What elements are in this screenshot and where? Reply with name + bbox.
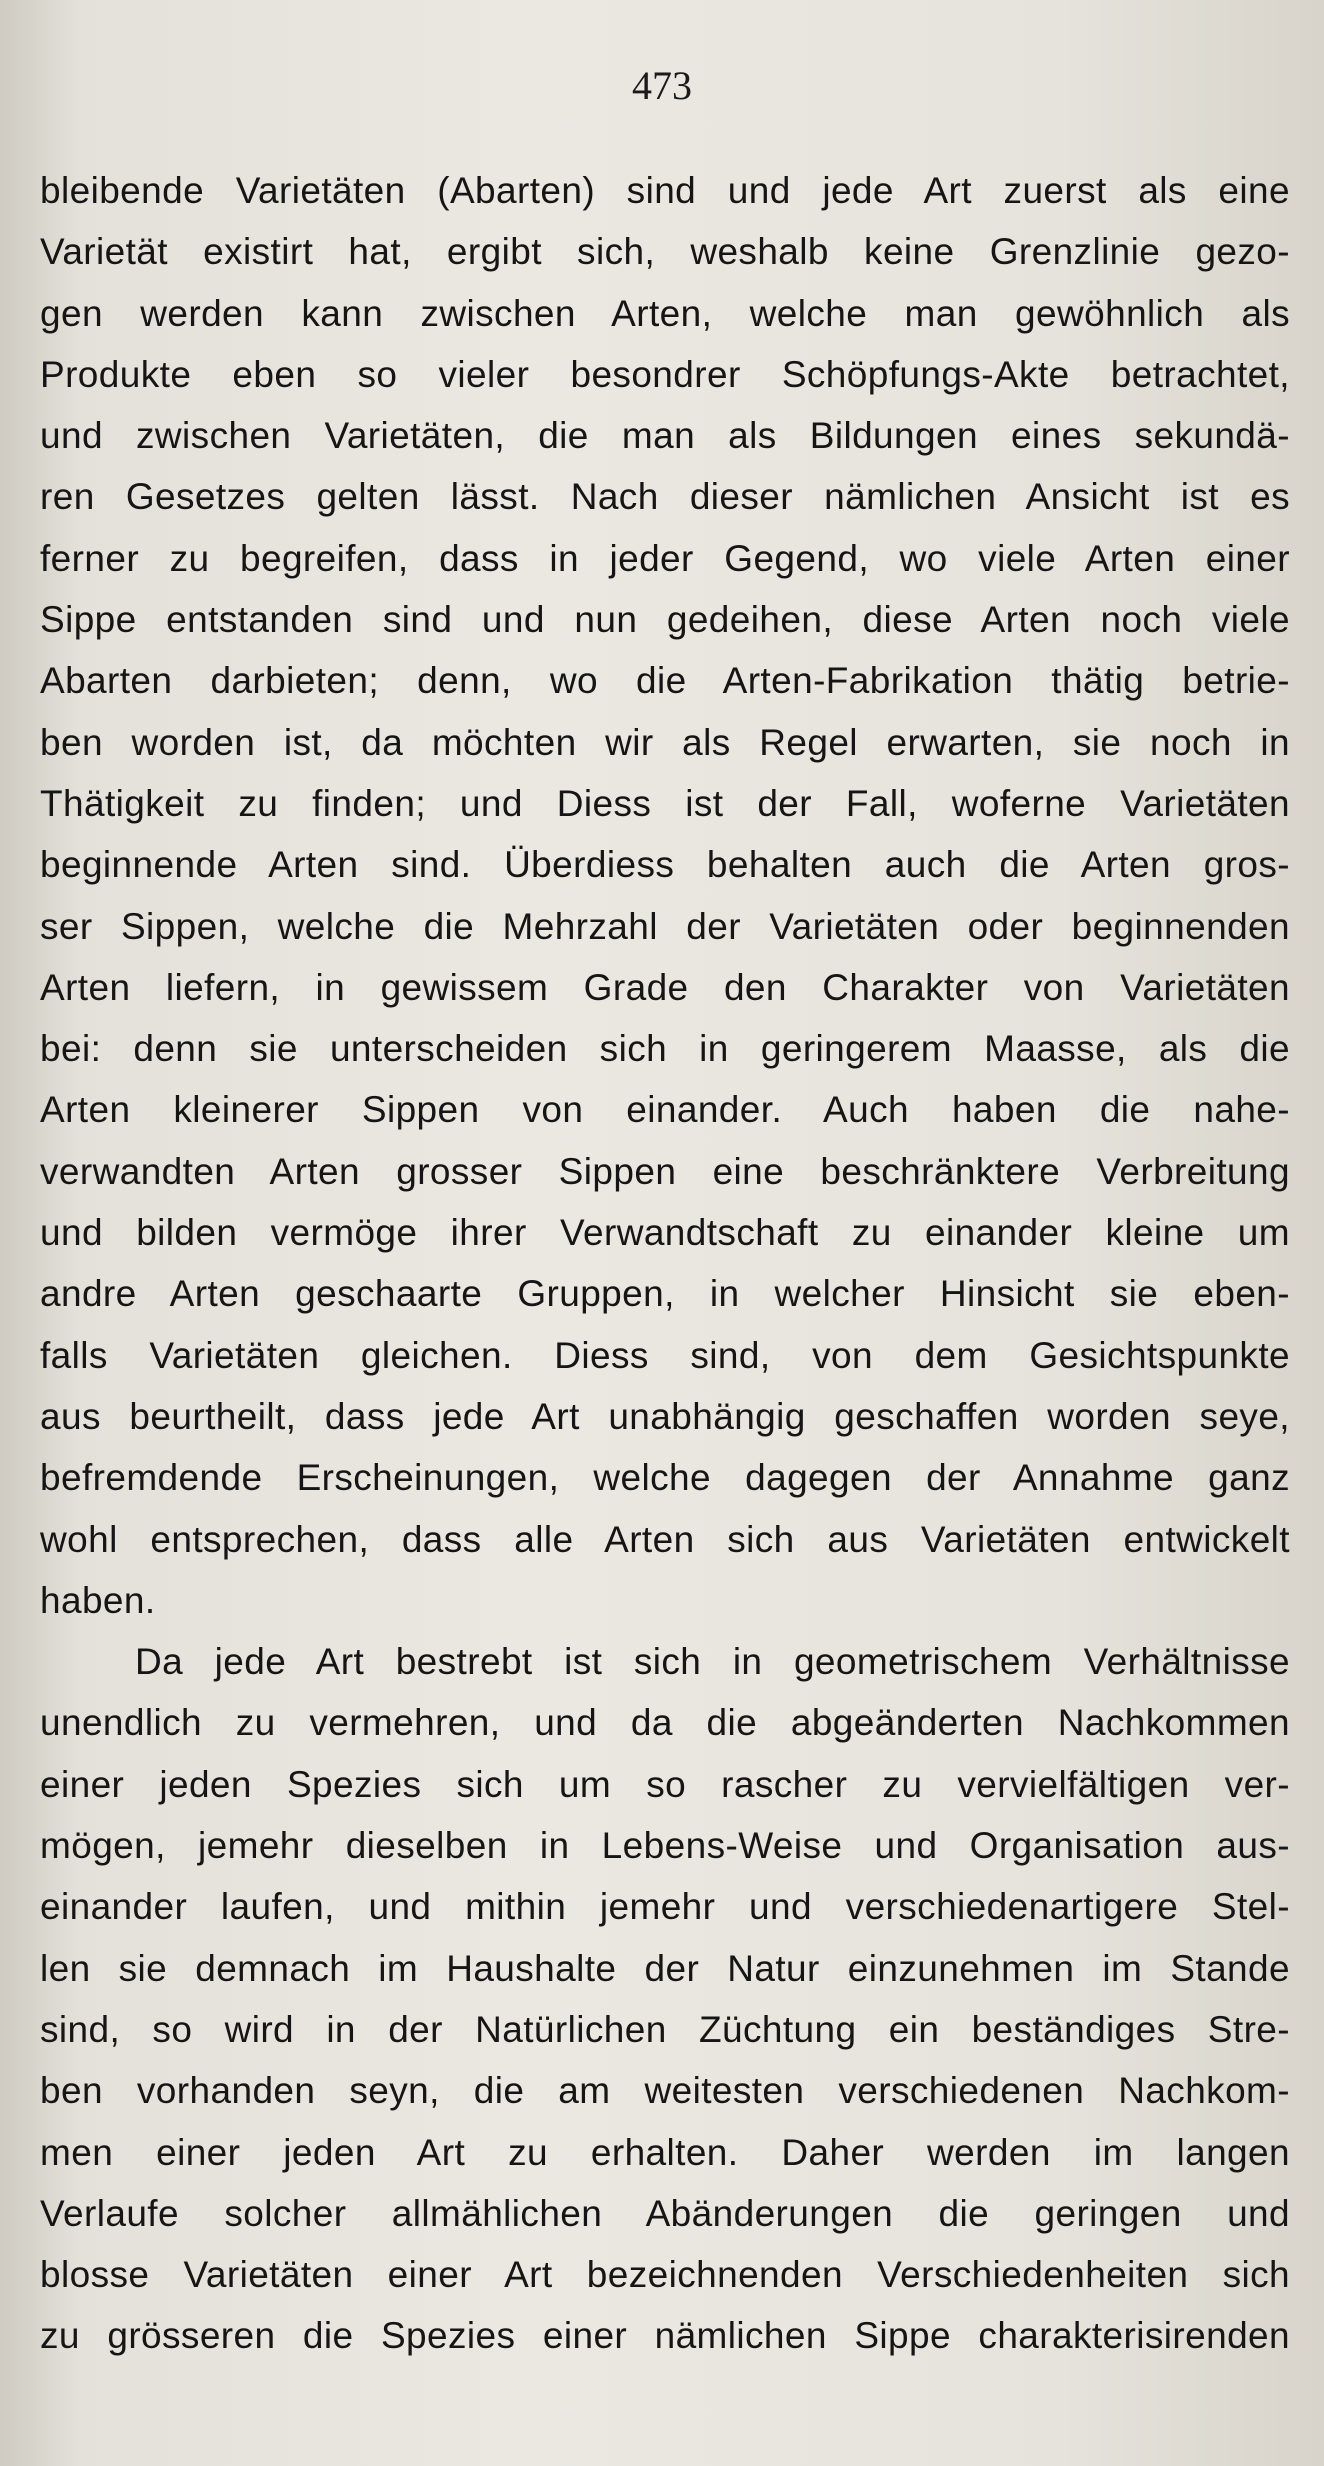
text-line: ben vorhanden seyn, die am weitesten verschiedenen Nachkom- xyxy=(40,2070,1290,2112)
text-line: Da jede Art bestrebt ist sich in geometrischem Verhältnisse xyxy=(135,1641,1290,1683)
paragraph-2 xyxy=(40,1631,1290,2367)
text-line: verwandten Arten grosser Sippen eine beschränktere Verbreitung xyxy=(40,1150,1290,1192)
text-line: unendlich zu vermehren, und da die abgeänderten Nachkommen xyxy=(40,1702,1290,1744)
text-line: und zwischen Varietäten, die man als Bildungen eines sekundä- xyxy=(40,415,1290,457)
text-line: befremdende Erscheinungen, welche dagegen der Annahme ganz xyxy=(40,1457,1290,1499)
text-line: und bilden vermöge ihrer Verwandtschaft zu einander kleine um xyxy=(40,1212,1290,1254)
text-line: Produkte eben so vieler besondrer Schöpfungs-Akte betrachtet, xyxy=(40,353,1290,395)
text-line: andre Arten geschaarte Gruppen, in welcher Hinsicht sie eben- xyxy=(40,1273,1290,1315)
text-line: len sie demnach im Haushalte der Natur einzunehmen im Stande xyxy=(40,1947,1290,1989)
text-line: zu grösseren die Spezies einer nämlichen Sippe charakterisirenden xyxy=(40,2315,1290,2357)
text-line: Abarten darbieten; denn, wo die Arten-Fabrikation thätig betrie- xyxy=(40,660,1290,702)
text-line: beginnende Arten sind. Überdiess behalten auch die Arten gros- xyxy=(40,844,1290,886)
text-line: ren Gesetzes gelten lässt. Nach dieser nämlichen Ansicht ist es xyxy=(40,476,1290,518)
text-line: aus beurtheilt, dass jede Art unabhängig geschaffen worden seye, xyxy=(40,1395,1290,1437)
text-line: ben worden ist, da möchten wir als Regel erwarten, sie noch in xyxy=(40,721,1290,763)
text-line: Sippe entstanden sind und nun gedeihen, diese Arten noch viele xyxy=(40,599,1290,641)
text-line: bei: denn sie unterscheiden sich in geringerem Maasse, als die xyxy=(40,1028,1290,1070)
text-line: Arten kleinerer Sippen von einander. Auch haben die nahe- xyxy=(40,1089,1290,1131)
text-line: Thätigkeit zu finden; und Diess ist der Fall, woferne Varietäten xyxy=(40,782,1290,824)
paragraph-1 xyxy=(40,160,1290,1631)
text-line: wohl entsprechen, dass alle Arten sich aus Varietäten entwickelt xyxy=(40,1518,1290,1560)
text-line: men einer jeden Art zu erhalten. Daher werden im langen xyxy=(40,2131,1290,2173)
text-line: gen werden kann zwischen Arten, welche man gewöhnlich als xyxy=(40,292,1290,334)
page-number: 473 xyxy=(632,63,692,108)
body-text xyxy=(40,160,1290,2367)
text-line: Verlaufe solcher allmählichen Abänderungen die geringen und xyxy=(40,2192,1290,2234)
text-line: ferner zu begreifen, dass in jeder Gegend, wo viele Arten einer xyxy=(40,537,1290,579)
text-line: sind, so wird in der Natürlichen Züchtung ein beständiges Stre- xyxy=(40,2008,1290,2050)
text-line: Arten liefern, in gewissem Grade den Charakter von Varietäten xyxy=(40,966,1290,1008)
text-line: ser Sippen, welche die Mehrzahl der Varietäten oder beginnenden xyxy=(40,905,1290,947)
text-line: falls Varietäten gleichen. Diess sind, von dem Gesichtspunkte xyxy=(40,1334,1290,1376)
text-line: haben. xyxy=(40,1579,156,1621)
text-line: mögen, jemehr dieselben in Lebens-Weise und Organisation aus- xyxy=(40,1825,1290,1867)
text-line: einander laufen, und mithin jemehr und verschiedenartigere Stel- xyxy=(40,1886,1290,1928)
text-line: blosse Varietäten einer Art bezeichnenden Verschiedenheiten sich xyxy=(40,2254,1290,2296)
text-line: einer jeden Spezies sich um so rascher zu vervielfältigen ver- xyxy=(40,1763,1290,1805)
text-line: bleibende Varietäten (Abarten) sind und jede Art zuerst als eine xyxy=(40,170,1290,211)
text-line: Varietät existirt hat, ergibt sich, weshalb keine Grenzlinie gezo- xyxy=(40,231,1290,273)
